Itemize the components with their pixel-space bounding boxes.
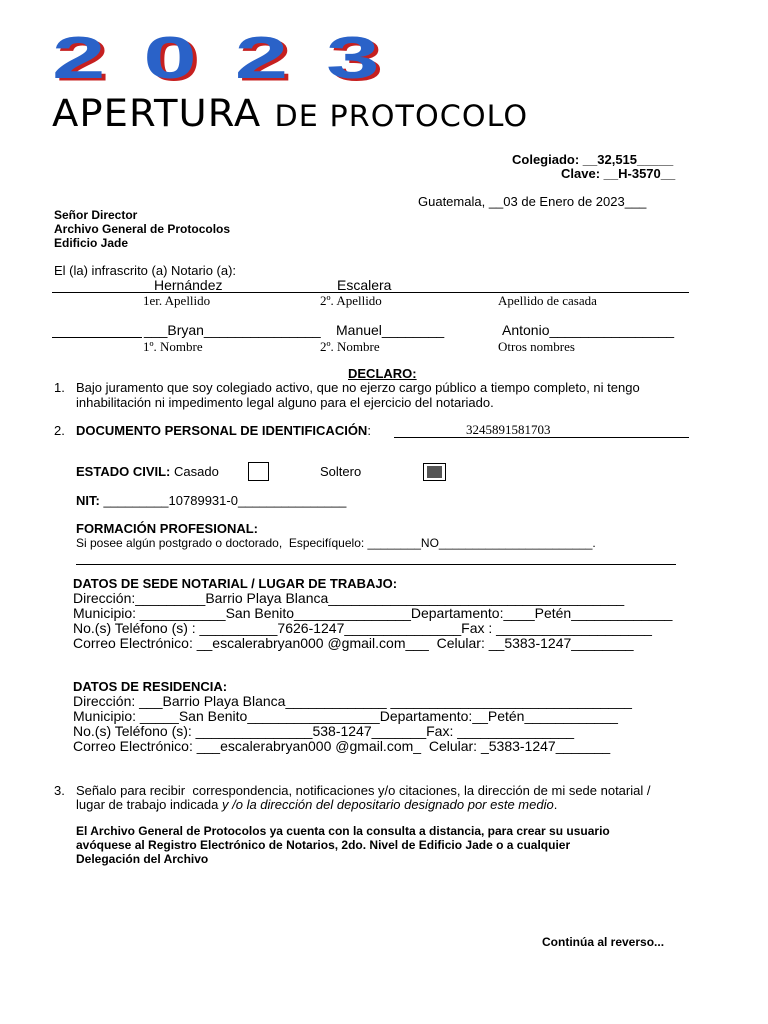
notary-intro: El (la) infrascrito (a) Notario (a): xyxy=(54,263,237,278)
clave-label: Clave: xyxy=(561,166,601,181)
casado-checkbox[interactable] xyxy=(248,462,269,481)
title-part-1: APERTURA xyxy=(52,92,275,135)
soltero-label: Soltero xyxy=(320,464,362,479)
checkbox-fill xyxy=(427,466,442,478)
soltero-checkbox[interactable] xyxy=(423,463,446,481)
sede-municipio[interactable]: Municipio: ___________San Benito_______________Departamento:____Petén_____________ xyxy=(73,605,673,621)
date-value: __03 de Enero de 2023___ xyxy=(488,194,647,209)
date-city: Guatemala, xyxy=(418,194,486,209)
residencia-direccion[interactable]: Dirección: ___Barrio Playa Blanca_____________ _______________________________ xyxy=(73,693,632,709)
apellido-casada-label: Apellido de casada xyxy=(498,293,597,308)
estado-civil-row xyxy=(76,464,219,479)
clave-row xyxy=(561,166,675,181)
estado-civil-label: ESTADO CIVIL: xyxy=(76,464,171,479)
nit-value[interactable]: _________10789931-0_______________ xyxy=(103,493,347,508)
item-3-line-1: Señalo para recibir correspondencia, notificaciones y/o citaciones, la dirección de mi sede notarial / xyxy=(76,783,651,798)
formacion-heading: FORMACIÓN PROFESIONAL: xyxy=(76,521,258,536)
item-1-number: 1. xyxy=(54,380,65,395)
sede-correo[interactable]: Correo Electrónico: __escalerabryan000 @gmail.com___ Celular: __5383-1247________ xyxy=(73,635,634,651)
residencia-heading: DATOS DE RESIDENCIA: xyxy=(73,679,228,694)
addressee-line-3: Edificio Jade xyxy=(54,236,129,250)
colegiado-row xyxy=(512,152,673,167)
apellido-2-value[interactable]: Escalera xyxy=(337,277,392,293)
addressee-line-2: Archivo General de Protocolos xyxy=(54,222,231,236)
nombre-1-label: 1º. Nombre xyxy=(143,339,203,354)
item-3-line-2-end: . xyxy=(553,797,558,812)
dpi-value[interactable]: 3245891581703 xyxy=(466,422,551,437)
otros-nombres-value[interactable]: Antonio________________ xyxy=(502,322,675,338)
sede-telefono[interactable]: No.(s) Teléfono (s) : __________7626-1247_______________Fax : ____________________ xyxy=(73,620,652,636)
nombre-1-value[interactable]: ___Bryan_______________ xyxy=(144,322,321,338)
apellido-1-value[interactable]: Hernández xyxy=(154,277,223,293)
colegiado-value: __32,515_____ xyxy=(582,152,674,167)
formacion-extra-line xyxy=(76,564,676,565)
clave-value: __H-3570__ xyxy=(603,166,676,181)
notice-line-2: avóquese al Registro Electrónico de Notarios, 2do. Nivel de Edificio Jade o a cualquier xyxy=(76,838,571,852)
name-underline-left xyxy=(52,337,142,338)
residencia-correo[interactable]: Correo Electrónico: ___escalerabryan000 @gmail.com_ Celular: _5383-1247_______ xyxy=(73,738,611,754)
apellido-1-label: 1er. Apellido xyxy=(143,293,211,308)
sede-direccion[interactable]: Dirección:_________Barrio Playa Blanca______________________________________ xyxy=(73,590,625,606)
item-3-line-2-normal: lugar de trabajo indicada xyxy=(76,797,222,812)
item-3-number: 3. xyxy=(54,783,65,798)
item-3-line-2-italic: y /o la dirección del depositario designado por este medio xyxy=(222,797,554,812)
notice-line-1: El Archivo General de Protocolos ya cuenta con la consulta a distancia, para crear su usuario xyxy=(76,824,610,838)
addressee-line-1: Señor Director xyxy=(54,208,138,222)
sede-heading: DATOS DE SEDE NOTARIAL / LUGAR DE TRABAJO: xyxy=(73,576,398,591)
nombre-2-value[interactable]: Manuel________ xyxy=(336,322,445,338)
nombre-2-label: 2º. Nombre xyxy=(320,339,380,354)
casado-label: Casado xyxy=(174,464,219,479)
dpi-label: DOCUMENTO PERSONAL DE IDENTIFICACIÓN xyxy=(76,423,368,438)
formacion-question: Si posee algún postgrado o doctorado, Especifíquelo: ________NO_______________________. xyxy=(76,536,596,550)
item-1-line-2: inhabilitación ni impedimento legal alguno para el ejercicio del notariado. xyxy=(76,395,494,410)
page-title xyxy=(52,92,528,135)
year-text: 2023 xyxy=(52,24,418,92)
apellido-2-label: 2º. Apellido xyxy=(320,293,382,308)
date-line xyxy=(418,194,646,209)
otros-nombres-label: Otros nombres xyxy=(498,339,575,354)
item-3-line-2 xyxy=(76,797,557,812)
nit-row xyxy=(76,493,346,508)
colegiado-label: Colegiado: xyxy=(512,152,580,167)
continua-reverso: Continúa al reverso... xyxy=(542,935,665,949)
declaro-heading: DECLARO: xyxy=(348,366,417,381)
residencia-telefono[interactable]: No.(s) Teléfono (s): _______________538-1247_______Fax: _______________ xyxy=(73,723,575,739)
item-1-line-1: Bajo juramento que soy colegiado activo, que no ejerzo cargo público a tiempo completo, ni tengo xyxy=(76,380,640,395)
title-part-2: DE PROTOCOLO xyxy=(274,99,529,133)
item-2-number: 2. xyxy=(54,423,65,438)
dpi-row: DOCUMENTO PERSONAL DE IDENTIFICACIÓN: xyxy=(76,423,375,438)
notice-line-3: Delegación del Archivo xyxy=(76,852,209,866)
residencia-municipio[interactable]: Municipio: _____San Benito_________________Departamento:__Petén____________ xyxy=(73,708,618,724)
nit-label: NIT: xyxy=(76,493,100,508)
